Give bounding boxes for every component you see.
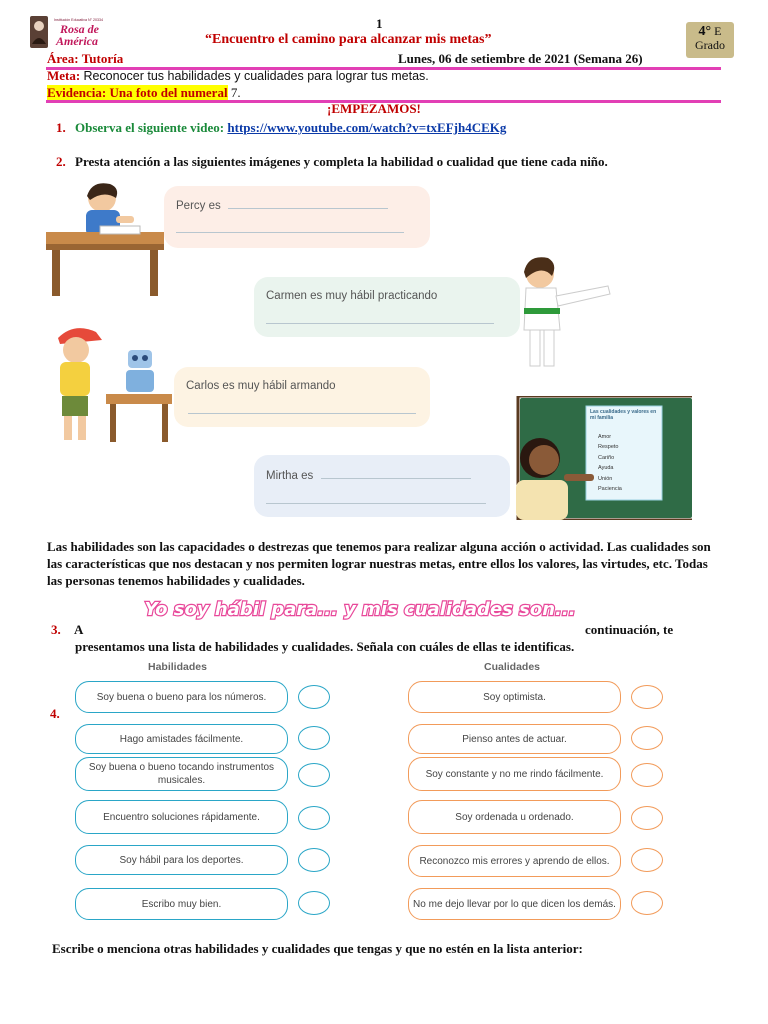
habilidad-check[interactable] bbox=[298, 726, 330, 750]
meta-value: Reconocer tus habilidades y cualidades para lograr tus metas. bbox=[83, 69, 429, 83]
item-2-number: 2. bbox=[56, 154, 66, 169]
poster-title: Las cualidades y valores en mi familia bbox=[590, 409, 657, 421]
bubble-percy-text: Percy es bbox=[176, 200, 221, 212]
svg-text:Institución Educativa N° 20334: Institución Educativa N° 20334 bbox=[54, 18, 103, 22]
item-3-letter: A bbox=[74, 622, 84, 637]
cualidad-pill: Soy optimista. bbox=[408, 681, 621, 713]
empezamos-heading: ¡EMPEZAMOS! bbox=[327, 101, 421, 116]
poster-item: Amor bbox=[598, 434, 612, 440]
cualidad-pill: Soy constante y no me rindo fácilmente. bbox=[408, 757, 621, 791]
item-3-word: continuación, te bbox=[585, 622, 674, 637]
item-2-text: Presta atención a las siguientes imágenes y completa la habilidad o cualidad que tiene cada niño. bbox=[75, 154, 608, 169]
cualidad-pill: Soy ordenada u ordenado. bbox=[408, 800, 621, 834]
grade-section: E bbox=[714, 24, 722, 38]
habilidad-check[interactable] bbox=[298, 848, 330, 872]
school-logo bbox=[30, 14, 120, 50]
video-link[interactable]: https://www.youtube.com/watch?v=txEFjh4CEKg bbox=[227, 120, 507, 135]
banner-text: Yo soy hábil para... y mis cualidades son... bbox=[144, 599, 576, 620]
grade-box bbox=[686, 22, 734, 58]
cualidad-check[interactable] bbox=[631, 806, 663, 830]
habilidad-check[interactable] bbox=[298, 763, 330, 787]
area-line bbox=[47, 51, 123, 67]
area-label: Área: bbox=[47, 51, 79, 66]
evidencia-label: Evidencia: bbox=[47, 85, 107, 100]
cualidad-pill: Pienso antes de actuar. bbox=[408, 724, 621, 754]
date: Lunes, 06 de setiembre de 2021 (Semana 26) bbox=[398, 51, 643, 66]
answer-line bbox=[321, 478, 471, 479]
meta-label: Meta: bbox=[47, 68, 81, 83]
poster-list bbox=[598, 432, 622, 495]
poster-item: Ayuda bbox=[598, 465, 614, 472]
item-2 bbox=[56, 154, 608, 170]
bubble-carmen bbox=[254, 277, 520, 337]
habilidad-pill: Hago amistades fácilmente. bbox=[75, 724, 288, 754]
answer-line bbox=[266, 323, 494, 324]
habilidad-pill: Soy buena o bueno para los números. bbox=[75, 681, 288, 713]
poster-item: Paciencia bbox=[598, 486, 622, 493]
item-1-number: 1. bbox=[56, 120, 66, 135]
logo-text-line2: América bbox=[56, 34, 98, 48]
answer-line bbox=[176, 232, 404, 233]
meta-line bbox=[47, 68, 429, 84]
illustration-carlos bbox=[44, 322, 178, 446]
poster-item: Cariño bbox=[598, 454, 615, 461]
illustration-percy bbox=[42, 176, 172, 298]
answer-line bbox=[228, 208, 388, 209]
cualidad-pill: Reconozco mis errores y aprendo de ellos. bbox=[408, 845, 621, 877]
banner bbox=[140, 594, 580, 624]
answer-line bbox=[188, 413, 416, 414]
page-number: 1 bbox=[376, 16, 383, 31]
illustration-mirtha bbox=[506, 396, 692, 520]
bubble-carmen-text: Carmen es muy hábil practicando bbox=[266, 290, 438, 302]
habilidad-check[interactable] bbox=[298, 806, 330, 830]
grade-number: 4° bbox=[698, 24, 712, 39]
illustration-carmen bbox=[508, 250, 618, 374]
cualidad-check[interactable] bbox=[631, 891, 663, 915]
footer-prompt: Escribe o menciona otras habilidades y cualidades que tengas y que no estén en la lista anterior: bbox=[52, 941, 583, 956]
cualidades-header: Cualidades bbox=[484, 661, 541, 673]
habilidades-header: Habilidades bbox=[148, 661, 207, 673]
bubble-mirtha bbox=[254, 455, 510, 517]
logo-text-line1: Rosa de bbox=[60, 22, 99, 36]
habilidad-pill: Soy buena o bueno tocando instrumentos musicales. bbox=[75, 757, 288, 791]
area-value: Tutoría bbox=[81, 51, 124, 66]
evidencia-line bbox=[47, 85, 241, 101]
cualidad-check[interactable] bbox=[631, 848, 663, 872]
bubble-carlos bbox=[174, 367, 430, 427]
grade-label: Grado bbox=[695, 38, 725, 52]
item-4-number: 4. bbox=[50, 706, 60, 721]
evidencia-num: 7. bbox=[230, 85, 241, 100]
item-3-line1 bbox=[51, 622, 83, 638]
item-1 bbox=[56, 120, 506, 136]
cualidad-check[interactable] bbox=[631, 763, 663, 787]
poster-item: Unión bbox=[598, 475, 613, 482]
cualidad-check[interactable] bbox=[631, 726, 663, 750]
definition-paragraph: Las habilidades son las capacidades o destrezas que tenemos para realizar alguna acción o actividad. Las cualidades son las características que nos destacan y nos permiten lograr nuestras metas, entre ellos los valores, las virtudes, etc. Todas las personas tenemos habilidades y cualidades. bbox=[47, 539, 711, 588]
cualidad-check[interactable] bbox=[631, 685, 663, 709]
document-title: “Encuentro el camino para alcanzar mis metas” bbox=[205, 32, 492, 47]
item-1-text: Observa el siguiente video: bbox=[75, 120, 225, 135]
habilidad-pill: Escribo muy bien. bbox=[75, 888, 288, 920]
bubble-carlos-text: Carlos es muy hábil armando bbox=[186, 380, 336, 392]
habilidad-check[interactable] bbox=[298, 685, 330, 709]
bubble-mirtha-text: Mirtha es bbox=[266, 470, 314, 482]
habilidad-pill: Encuentro soluciones rápidamente. bbox=[75, 800, 288, 834]
item-3-line2: presentamos una lista de habilidades y cualidades. Señala con cuáles de ellas te identificas. bbox=[75, 639, 575, 654]
item-3-number: 3. bbox=[51, 622, 61, 637]
habilidad-pill: Soy hábil para los deportes. bbox=[75, 845, 288, 875]
habilidad-check[interactable] bbox=[298, 891, 330, 915]
bubble-percy bbox=[164, 186, 430, 248]
poster-item: Respeto bbox=[598, 444, 619, 451]
answer-line bbox=[266, 503, 486, 504]
evidencia-value: Una foto del numeral bbox=[109, 85, 228, 100]
cualidad-pill: No me dejo llevar por lo que dicen los demás. bbox=[408, 888, 621, 920]
